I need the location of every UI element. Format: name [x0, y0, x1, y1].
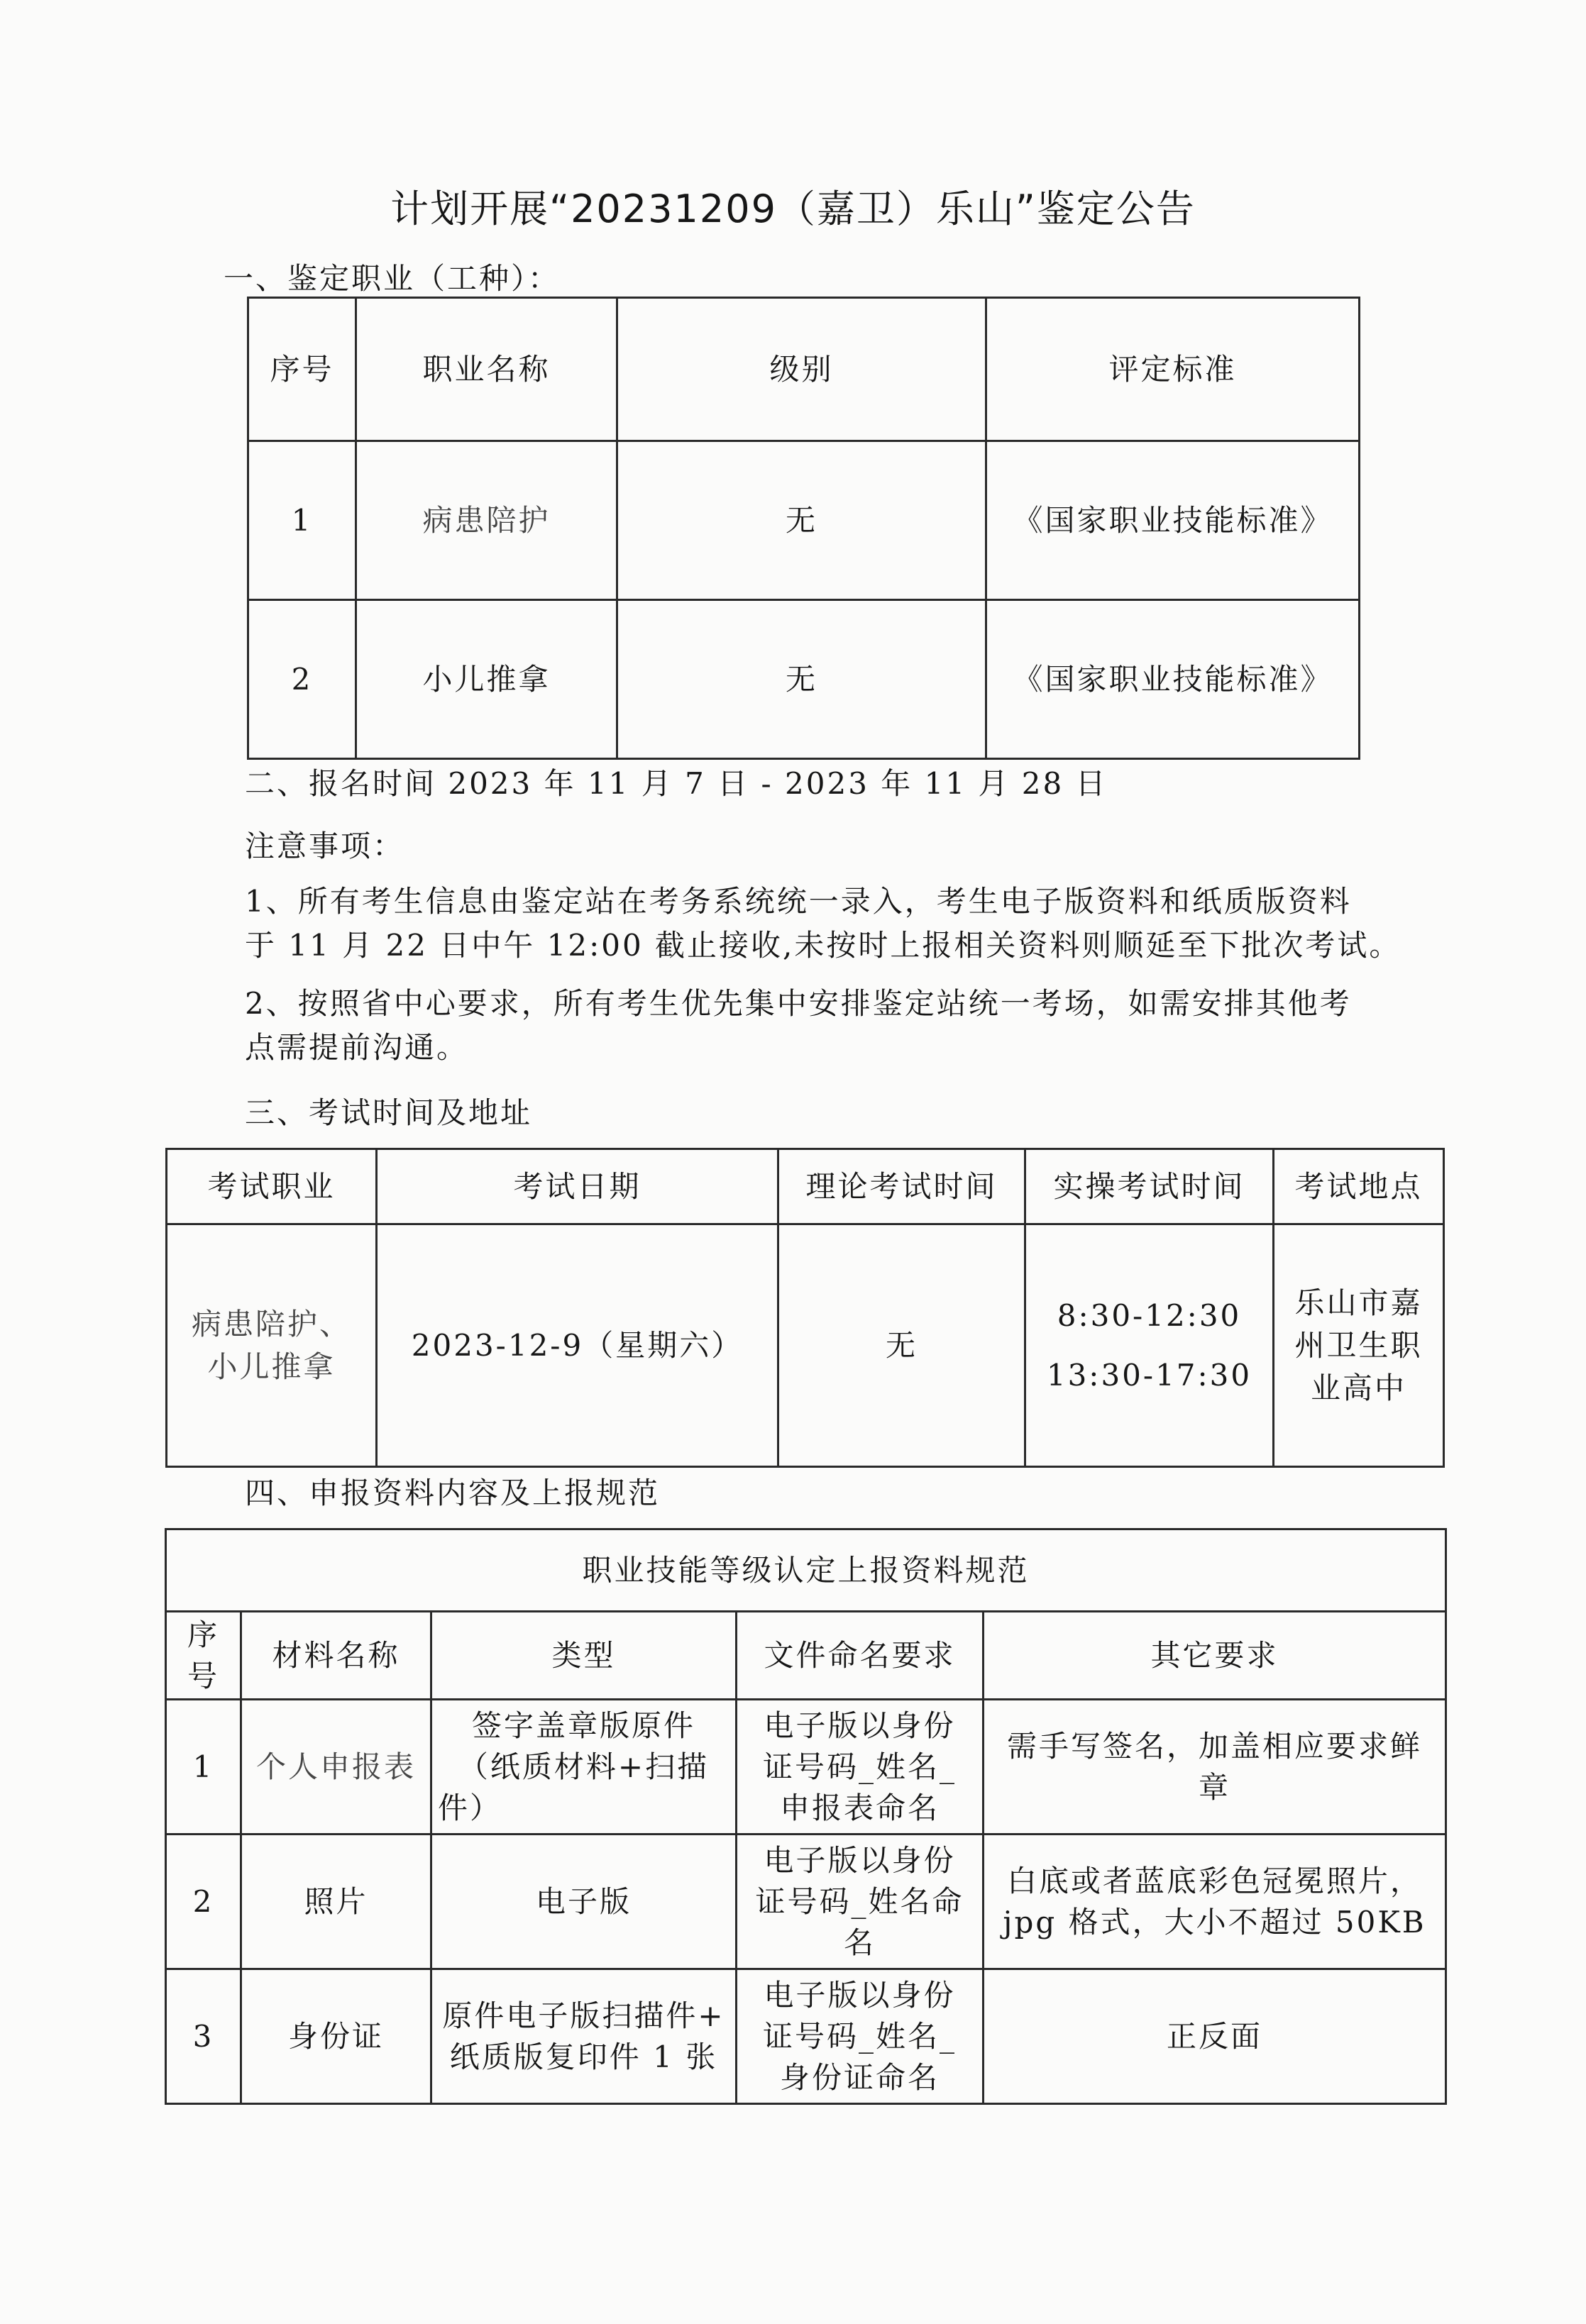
cell-line: 电子版以身份 — [764, 1977, 956, 2013]
header-cell: 类型 — [431, 1612, 737, 1700]
page-title: 计划开展“20231209（嘉卫）乐山”鉴定公告 — [390, 187, 1196, 231]
cell-line: 电子版以身份 — [764, 1842, 956, 1878]
cell-line: 州卫生职 — [1294, 1327, 1423, 1363]
header-cell: 实操考试时间 — [1025, 1149, 1274, 1224]
table-cell: 个人申报表 — [241, 1700, 431, 1835]
header-cell: 评定标准 — [986, 298, 1360, 441]
cell-line: 序 — [187, 1617, 219, 1652]
header-cell: 其它要求 — [984, 1612, 1446, 1700]
cell-line: 白底或者蓝底彩色冠冕照片， — [1007, 1863, 1423, 1898]
table-row — [166, 1700, 1446, 1835]
table-row — [166, 1969, 1446, 2104]
cell-line: 章 — [1199, 1769, 1231, 1805]
table-row — [248, 441, 1360, 600]
header-cell: 级别 — [617, 298, 986, 441]
cell-line: 身份证命名 — [779, 2059, 940, 2095]
cell-line: 证号码_姓名命 — [755, 1883, 964, 1919]
table-cell: 2 — [166, 1835, 241, 1969]
section1-heading: 一、鉴定职业（工种）： — [224, 261, 561, 296]
table-cell — [737, 1969, 984, 2104]
table-cell — [431, 1969, 737, 2104]
table-cell — [737, 1835, 984, 1969]
section2-heading: 二、报名时间 2023 年 11 月 7 日 - 2023 年 11 月 28 日 — [245, 766, 1108, 801]
table-cell — [984, 1700, 1446, 1835]
table-cell — [737, 1700, 984, 1835]
cell-line: 证号码_姓名_ — [762, 2018, 957, 2054]
exam-date-cell: 2023-12-9（星期六） — [377, 1224, 778, 1467]
table-header-row — [248, 298, 1360, 441]
section3-heading: 三、考试时间及地址 — [245, 1095, 533, 1130]
header-cell: 考试地点 — [1274, 1149, 1444, 1224]
note-1-line: 于 11 月 22 日中午 12:00 截止接收,未按时上报相关资料则顺延至下批次考试。 — [245, 928, 1401, 963]
exam-location-cell — [1274, 1224, 1444, 1467]
table-cell: 照片 — [241, 1835, 431, 1969]
practical-time-cell — [1025, 1224, 1274, 1467]
table-header-row — [167, 1149, 1444, 1224]
cell-line: 病患陪护、 — [191, 1306, 351, 1341]
occupation-table — [247, 297, 1360, 760]
cell-line: 申报表命名 — [779, 1790, 940, 1825]
cell-line: 证号码_姓名_ — [762, 1749, 957, 1784]
cell-line: 名 — [843, 1925, 876, 1960]
table-cell — [431, 1700, 737, 1835]
cell-line: 13:30-17:30 — [1046, 1357, 1252, 1393]
header-cell: 序号 — [248, 298, 356, 441]
cell-line: jpg 格式，大小不超过 50KB — [1003, 1904, 1426, 1940]
header-cell: 职业名称 — [356, 298, 617, 441]
table-cell: 电子版 — [431, 1835, 737, 1969]
note-1-line: 1、所有考生信息由鉴定站在考务系统统一录入，考生电子版资料和纸质版资料 — [245, 884, 1352, 919]
table-row — [248, 600, 1360, 759]
table-cell: 无 — [617, 600, 986, 759]
table-header-row — [166, 1612, 1446, 1700]
note-1 — [245, 880, 1401, 968]
header-cell: 理论考试时间 — [778, 1149, 1025, 1224]
header-cell — [166, 1612, 241, 1700]
cell-line: 件） — [438, 1790, 502, 1825]
table-caption-row — [166, 1529, 1446, 1612]
cell-line: 业高中 — [1310, 1370, 1406, 1405]
exam-occupation-cell — [167, 1224, 377, 1467]
table-cell: 2 — [248, 600, 356, 759]
table-cell: 3 — [166, 1969, 241, 2104]
section4-heading: 四、申报资料内容及上报规范 — [245, 1476, 661, 1510]
note-2 — [245, 982, 1394, 1070]
cell-line: 小儿推拿 — [207, 1349, 336, 1384]
table-cell: 正反面 — [984, 1969, 1446, 2104]
notes-heading: 注意事项： — [245, 829, 405, 863]
note-2-line: 2、按照省中心要求，所有考生优先集中安排鉴定站统一考场，如需安排其他考 — [245, 986, 1352, 1021]
table-cell: 1 — [166, 1700, 241, 1835]
table-cell: 1 — [248, 441, 356, 600]
theory-time-cell: 无 — [778, 1224, 1025, 1467]
exam-schedule-table — [165, 1148, 1445, 1468]
table-cell: 小儿推拿 — [356, 600, 617, 759]
cell-line: 签字盖章版原件 — [471, 1708, 695, 1743]
table-cell: 《国家职业技能标准》 — [986, 600, 1360, 759]
cell-line: 8:30-12:30 — [1057, 1297, 1242, 1333]
cell-line: 需手写签名，加盖相应要求鲜 — [1007, 1728, 1423, 1764]
table-cell: 病患陪护 — [356, 441, 617, 600]
cell-line: 原件电子版扫描件+ — [442, 1998, 725, 2033]
cell-line: 纸质版复印件 1 张 — [449, 2039, 718, 2074]
header-cell: 文件命名要求 — [737, 1612, 984, 1700]
table-cell: 身份证 — [241, 1969, 431, 2104]
table-cell — [984, 1835, 1446, 1969]
cell-line: （纸质材料+扫描 — [458, 1749, 710, 1784]
cell-line: 乐山市嘉 — [1294, 1285, 1423, 1320]
table-row — [167, 1224, 1444, 1467]
table-cell: 无 — [617, 441, 986, 600]
note-2-line: 点需提前沟通。 — [245, 1030, 469, 1065]
cell-line: 号 — [187, 1658, 219, 1693]
table-caption: 职业技能等级认定上报资料规范 — [166, 1529, 1446, 1612]
table-cell: 《国家职业技能标准》 — [986, 441, 1360, 600]
header-cell: 材料名称 — [241, 1612, 431, 1700]
materials-table — [165, 1528, 1447, 2105]
header-cell: 考试日期 — [377, 1149, 778, 1224]
table-row — [166, 1835, 1446, 1969]
cell-line: 电子版以身份 — [764, 1708, 956, 1743]
header-cell: 考试职业 — [167, 1149, 377, 1224]
